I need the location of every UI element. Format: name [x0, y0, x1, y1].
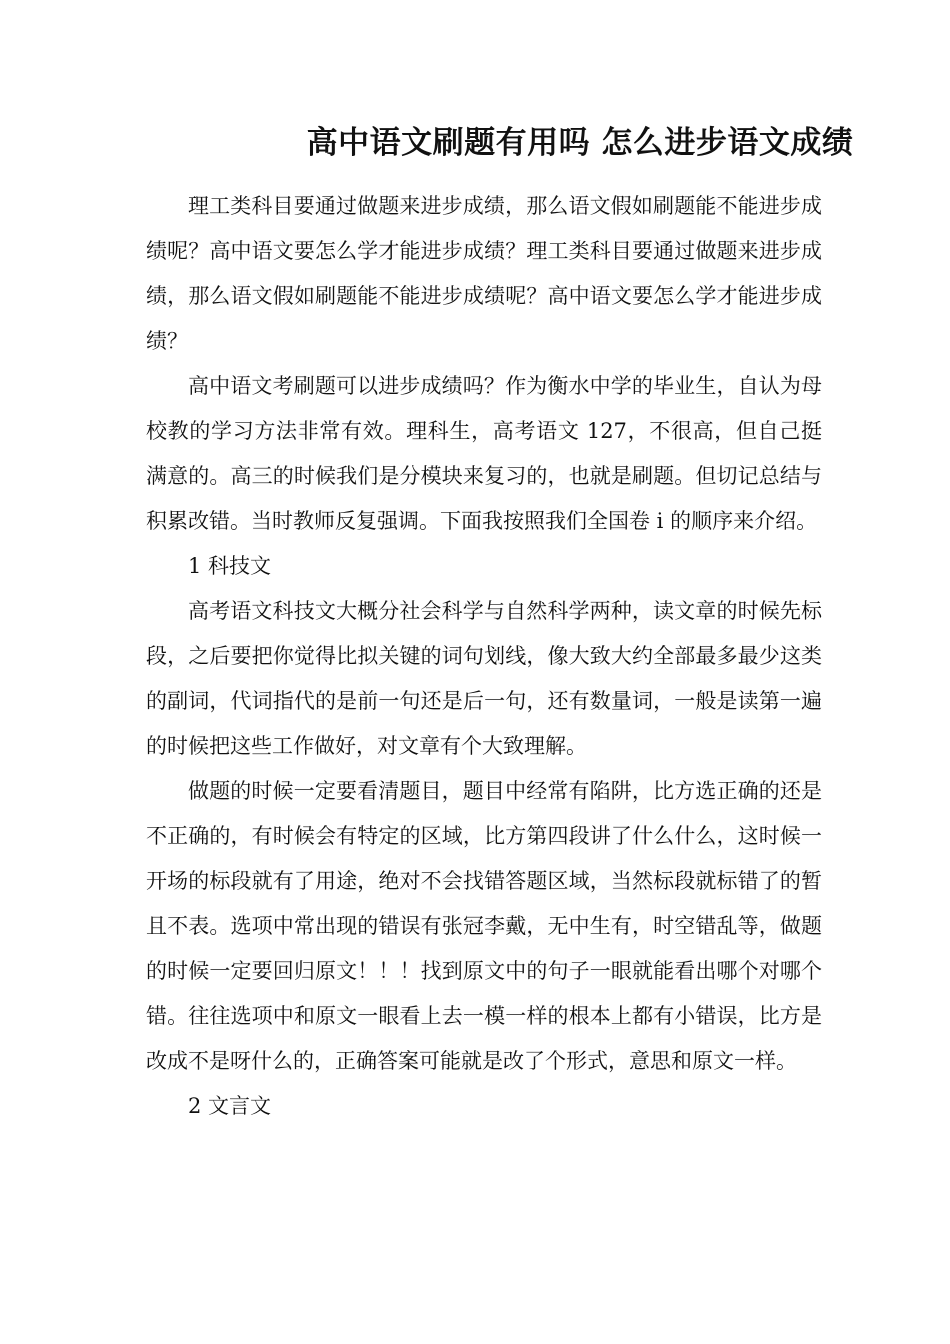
paragraph-intro: 理工类科目要通过做题来进步成绩，那么语文假如刷题能不能进步成绩呢？高中语文要怎么学才能进步成绩？理工类科目要通过做题来进步成绩，那么语文假如刷题能不能进步成绩呢？高中语文要怎么学才能进步成绩？ [146, 194, 822, 353]
paragraph-science-reading: 高考语文科技文大概分社会科学与自然科学两种，读文章的时候先标段，之后要把你觉得比拟关键的词句划线，像大致大约全部最多最少这类的副词，代词指代的是前一句还是后一句，还有数量词，一般是读第一遍的时候把这些工作做好，对文章有个大致理解。 [146, 599, 822, 758]
paragraph-science-answering: 做题的时候一定要看清题目，题目中经常有陷阱，比方选正确的还是不正确的，有时候会有特定的区域，比方第四段讲了什么什么，这时候一开场的标段就有了用途，绝对不会找错答题区域，当然标段就标错了的暂且不表。选项中常出现的错误有张冠李戴，无中生有，时空错乱等，做题的时候一定要回归原文！！！找到原文中的句子一眼就能看出哪个对哪个错。往往选项中和原文一眼看上去一模一样的根本上都有小错误，比方是改成不是呀什么的，正确答案可能就是改了个形式，意思和原文一样。 [146, 779, 822, 1073]
section-heading-classical-chinese: 2 文言文 [188, 1094, 272, 1118]
page-title: 高中语文刷题有用吗 怎么进步语文成绩 [306, 125, 854, 161]
document-body [146, 184, 822, 1129]
paragraph-experience: 高中语文考刷题可以进步成绩吗？作为衡水中学的毕业生，自认为母校教的学习方法非常有效。理科生，高考语文 127，不很高，但自己挺满意的。高三的时候我们是分模块来复习的，也就是刷题。但切记总结与积累改错。当时教师反复强调。下面我按照我们全国卷 i 的顺序来介绍。 [146, 374, 822, 533]
section-heading-science-text: 1 科技文 [188, 554, 272, 578]
